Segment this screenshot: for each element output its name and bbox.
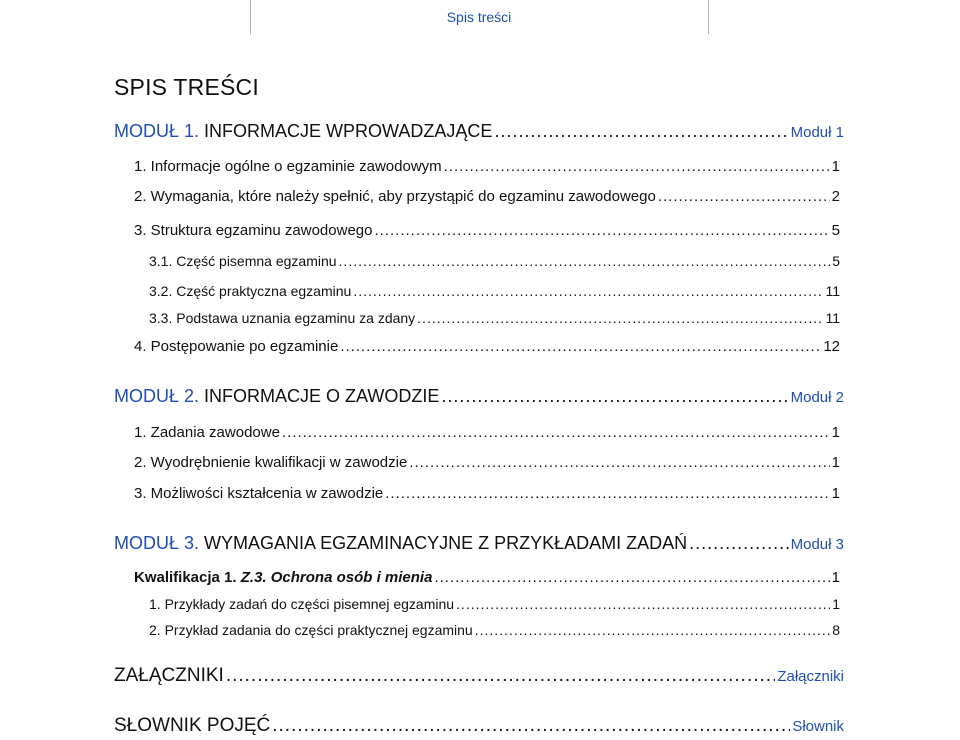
toc-entry-qualification[interactable]: [134, 569, 840, 586]
toc-entry-page: 2: [831, 188, 840, 205]
leader-dots: [475, 622, 830, 638]
module-number: MODUŁ 3.: [114, 533, 200, 553]
qualification-prefix: Kwalifikacja 1.: [134, 569, 237, 586]
toc-entry-title: [114, 121, 492, 142]
toc-entry[interactable]: [149, 622, 840, 638]
leader-dots: [689, 533, 789, 554]
toc-entry-page: 12: [823, 338, 840, 355]
toc-entry-label: 3.3. Podstawa uznania egzaminu za zdany: [149, 310, 416, 326]
toc-entry[interactable]: [134, 424, 840, 441]
toc-entry-zalaczniki[interactable]: [114, 665, 844, 687]
toc-entry-label: 2. Wyodrębnienie kwalifikacji w zawodzie: [134, 454, 408, 471]
toc-entry-page: 1: [832, 596, 840, 612]
qualification-name: Ochrona osób i mienia: [270, 569, 433, 586]
toc-entry[interactable]: [149, 596, 840, 612]
leader-dots: [385, 485, 829, 502]
leader-dots: [353, 283, 823, 299]
toc-entry-label: 3.1. Część pisemna egzaminu: [149, 253, 337, 269]
toc-entry-page: Słownik: [792, 718, 844, 735]
toc-entry[interactable]: [134, 485, 840, 502]
toc-entry-page: 5: [831, 222, 840, 239]
toc-entry-title: [114, 386, 439, 407]
toc-entry-page: 1: [831, 424, 840, 441]
leader-dots: [282, 424, 830, 441]
toc-entry-label: 2. Wymagania, które należy spełnić, aby przystąpić do egzaminu zawodowego: [134, 188, 656, 205]
toc-entry-label: SŁOWNIK POJĘĆ: [114, 715, 271, 736]
module-number: MODUŁ 1.: [114, 121, 200, 141]
toc-entry-page: 1: [831, 158, 840, 175]
module-title: INFORMACJE O ZAWODZIE: [204, 386, 440, 406]
leader-dots: [272, 715, 790, 737]
leader-dots: [434, 569, 829, 586]
toc-entry[interactable]: [134, 158, 840, 175]
leader-dots: [339, 253, 831, 269]
toc-entry[interactable]: [149, 253, 840, 269]
leader-dots: [340, 338, 821, 355]
toc-entry-modul-1[interactable]: [114, 121, 844, 142]
leader-dots: [444, 158, 830, 175]
leader-dots: [374, 222, 829, 239]
toc-entry-page: Moduł 2: [790, 389, 844, 406]
toc-entry-title: [134, 569, 432, 586]
toc-entry[interactable]: [149, 283, 840, 299]
toc-entry-label: ZAŁĄCZNIKI: [114, 665, 224, 686]
toc-entry-page: Moduł 1: [790, 124, 844, 141]
toc-entry-label: 1. Zadania zawodowe: [134, 424, 280, 441]
toc-entry[interactable]: [149, 310, 840, 326]
leader-dots: [456, 596, 830, 612]
leader-dots: [441, 386, 788, 407]
toc-entry-label: 1. Przykłady zadań do części pisemnej egzaminu: [149, 596, 455, 612]
toc-entry-modul-2[interactable]: [114, 386, 844, 407]
toc-heading: SPIS TREŚCI: [114, 74, 259, 100]
toc-entry-label: 1. Informacje ogólne o egzaminie zawodowym: [134, 158, 442, 175]
toc-entry-page: 11: [825, 310, 840, 326]
toc-entry-page: Moduł 3: [790, 536, 844, 553]
toc-entry-page: 1: [831, 485, 840, 502]
toc-entry[interactable]: [134, 222, 840, 239]
toc-entry-label: 2. Przykład zadania do części praktycznej egzaminu: [149, 622, 473, 638]
toc-entry-label: 3. Możliwości kształcenia w zawodzie: [134, 485, 384, 502]
toc-entry-page: 1: [831, 569, 840, 586]
header-title: Spis treści: [446, 9, 512, 25]
toc-entry-label: 3.2. Część praktyczna egzaminu: [149, 283, 352, 299]
toc-entry[interactable]: [134, 454, 840, 471]
toc-entry[interactable]: [134, 338, 840, 355]
toc-entry-label: 4. Postępowanie po egzaminie: [134, 338, 339, 355]
module-title: WYMAGANIA EGZAMINACYJNE Z PRZYKŁADAMI ZADAŃ: [204, 533, 688, 553]
leader-dots: [226, 665, 776, 687]
qualification-code: Z.3.: [240, 569, 267, 586]
toc-entry-title: [114, 533, 687, 554]
toc-entry-page: 11: [825, 283, 840, 299]
module-title: INFORMACJE WPROWADZAJĄCE: [204, 121, 493, 141]
toc-entry-page: 8: [832, 622, 840, 638]
toc-entry-page: Załączniki: [777, 668, 844, 685]
toc-entry-label: 3. Struktura egzaminu zawodowego: [134, 222, 373, 239]
leader-dots: [409, 454, 829, 471]
module-number: MODUŁ 2.: [114, 386, 200, 406]
toc-entry-slownik[interactable]: [114, 715, 844, 737]
leader-dots: [417, 310, 823, 326]
leader-dots: [658, 188, 830, 205]
toc-entry[interactable]: [134, 188, 840, 205]
toc-entry-page: 1: [831, 454, 840, 471]
toc-entry-modul-3[interactable]: [114, 533, 844, 554]
toc-entry-page: 5: [832, 253, 840, 269]
leader-dots: [494, 121, 788, 142]
